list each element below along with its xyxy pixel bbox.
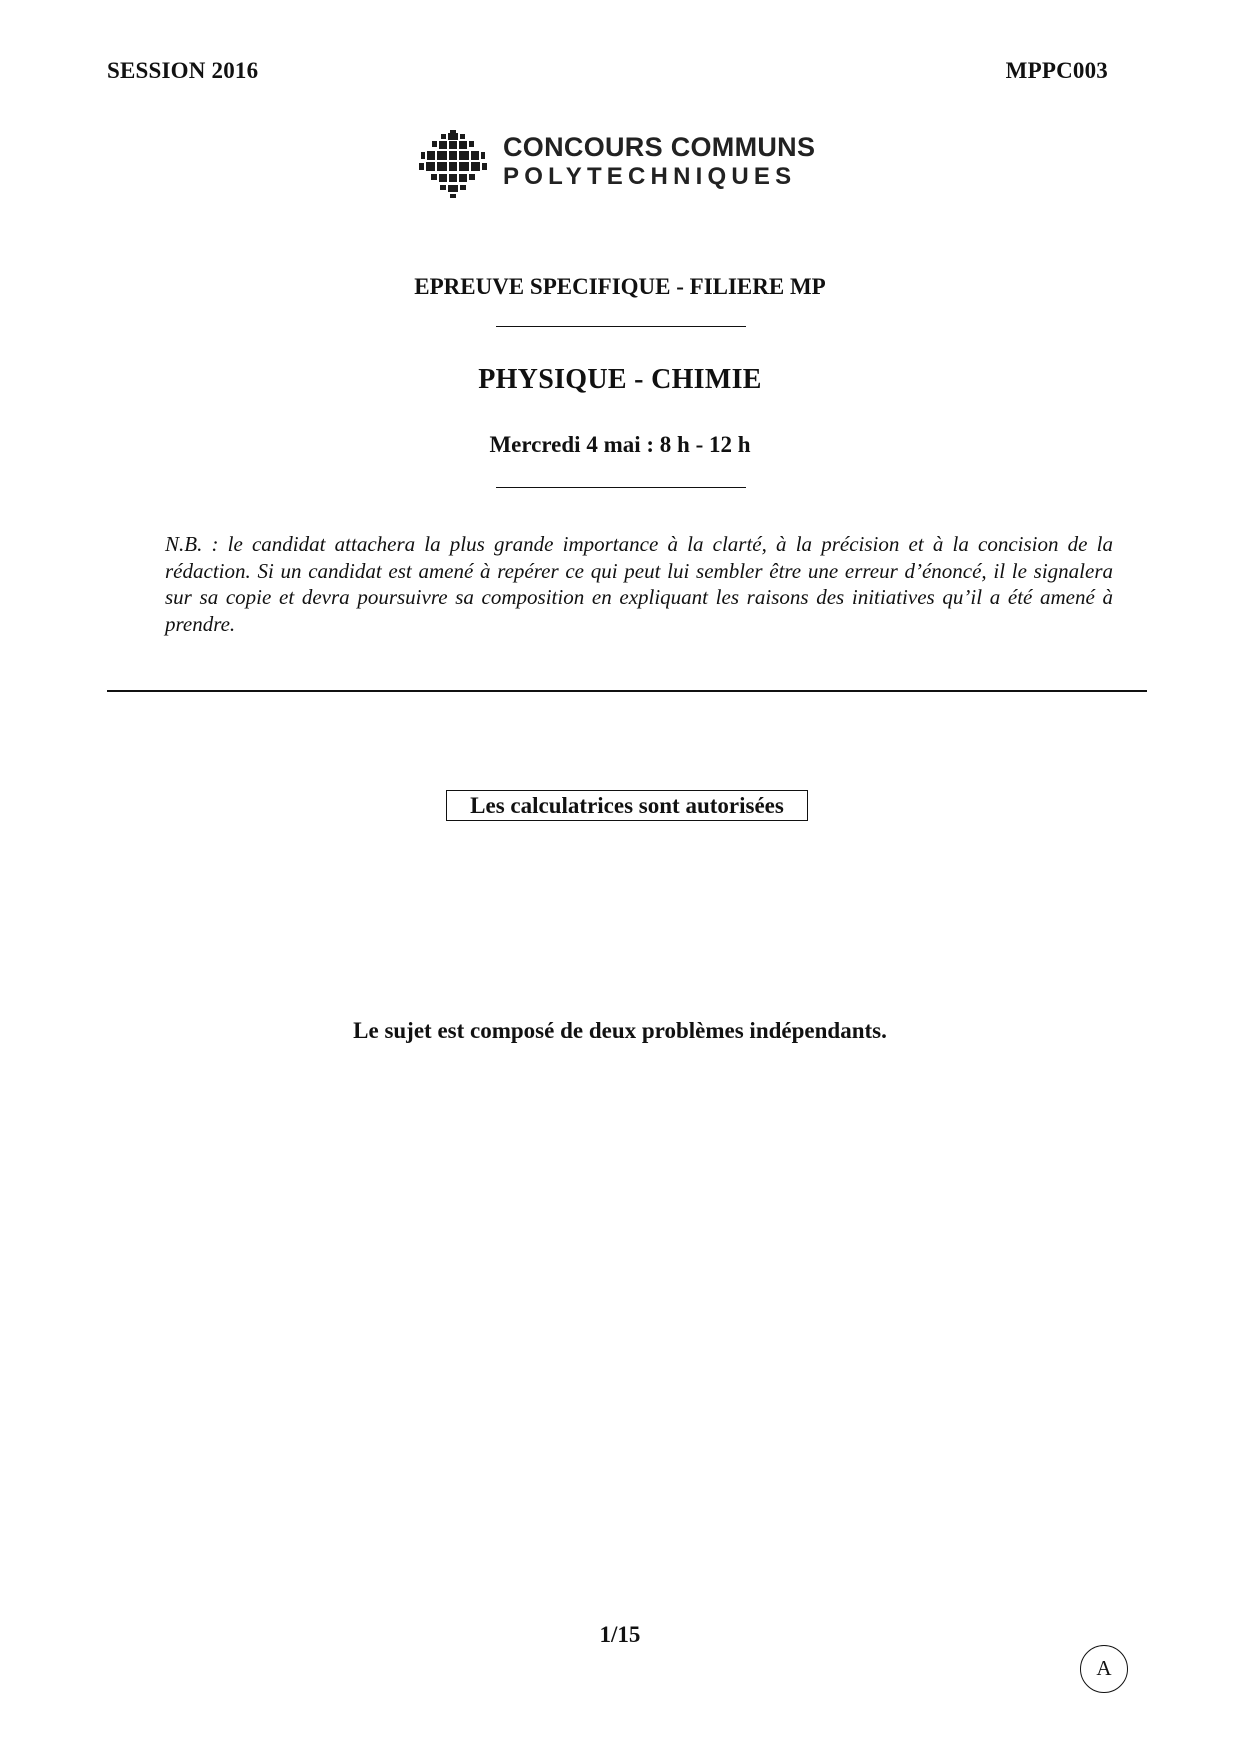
page-number: 1/15	[599, 1622, 641, 1647]
exam-code: MPPC003	[1005, 58, 1108, 83]
calculators-notice: Les calculatrices sont autorisées	[446, 790, 808, 821]
exam-date: Mercredi 4 mai : 8 h - 12 h	[489, 432, 751, 457]
divider	[496, 487, 746, 488]
exam-title: EPREUVE SPECIFIQUE - FILIERE MP	[414, 274, 826, 299]
session-label: SESSION 2016	[107, 58, 259, 83]
grid-sphere-logo-icon	[419, 130, 487, 198]
instructions-note: N.B. : le candidat attachera la plus grande importance à la clarté, à la précision et à la concision de la rédaction. Si un candidat est amené à repérer ce qui peut lui sembler être une erreur d’énoncé, il le signalera sur sa copie et devra poursuivre sa composition en expliquant les raisons des initiatives qu’il a été amené à prendre.	[165, 532, 1113, 636]
subject-title: PHYSIQUE - CHIMIE	[478, 364, 762, 395]
divider	[496, 326, 746, 327]
composition-note: Le sujet est composé de deux problèmes indépendants.	[353, 1018, 887, 1043]
logo-line-1: CONCOURS COMMUNS	[503, 132, 816, 162]
logo-line-2: POLYTECHNIQUES	[503, 163, 797, 190]
section-divider	[107, 690, 1147, 692]
version-badge: A	[1080, 1645, 1128, 1693]
logo-wordmark	[503, 132, 815, 192]
logo	[419, 130, 819, 198]
